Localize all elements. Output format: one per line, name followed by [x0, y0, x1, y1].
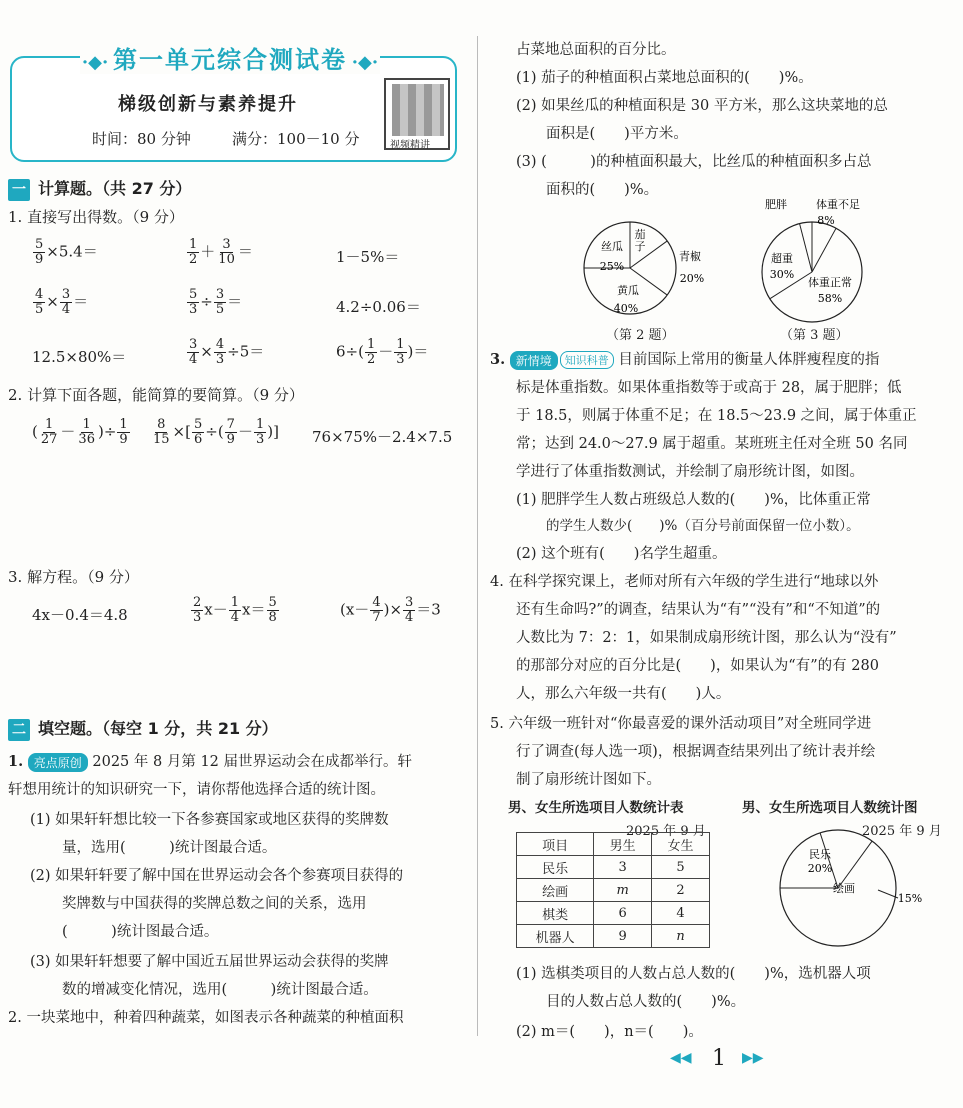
calc-r1c: 1－5%＝	[336, 248, 400, 266]
calc-r3a: 12.5×80%＝	[32, 348, 127, 366]
s2-q1-1a: (1) 如果轩轩想比较一下各参赛国家或地区获得的奖牌数	[30, 812, 389, 828]
s2-q1-2b: 奖牌数与中国获得的奖牌总数之间的关系，选用	[62, 896, 367, 912]
chart-date: 2025 年 9 月	[862, 824, 942, 839]
s2-q1-3a: (3) 如果轩轩想要了解中国近五届世界运动会获得的奖牌	[30, 954, 389, 970]
s2-q5-l2: 行了调查(每人选一项)，根据调查结果列出了统计表并绘	[516, 744, 876, 760]
cell: 2	[652, 879, 710, 902]
s2-q5-2: (2) m＝( )，n＝( )。	[516, 1024, 703, 1040]
calc-q2a: ( $\frac{1}{27}$ － $\frac{1}{36}$ )÷ $\frac{1}{9}$	[32, 417, 128, 447]
section-badge: 二	[8, 719, 30, 741]
leader-line	[878, 890, 898, 898]
s2-q1-line1: 1. 亮点原创 2025 年 8 月第 12 届世界运动会在成都举行。轩	[8, 753, 412, 770]
cell: 6	[594, 902, 652, 925]
s2-q2-3b: 面积的( )%。	[546, 182, 659, 198]
th-boys: 男生	[594, 833, 652, 856]
pie-label: 25%	[599, 260, 625, 273]
pie-label: 体重正常	[808, 276, 852, 289]
eq-b: $\frac{2}{3}$ x－ $\frac{1}{4}$ x＝ $\frac{5}{8}$	[193, 595, 277, 625]
prev-page-icon[interactable]: ◀◀	[670, 1050, 692, 1066]
calc-r3c: 6÷( $\frac{1}{2}$ － $\frac{1}{3}$ )＝	[336, 337, 429, 367]
tag-original: 亮点原创	[28, 753, 88, 772]
s2-q2-line1: 2. 一块菜地中，种着四种蔬菜，如图表示各种蔬菜的种植面积	[8, 1010, 404, 1026]
s2-q4-l5: 人，那么六年级一共有( )人。	[516, 686, 731, 702]
table-date: 2025 年 9 月	[626, 824, 706, 839]
s2-q2-1: (1) 茄子的种植面积占菜地总面积的( )%。	[516, 70, 813, 86]
s2-q5-1a: (1) 选棋类项目的人数占总人数的( )%，选机器人项	[516, 966, 871, 982]
pie-label: 30%	[769, 268, 795, 281]
pie-label: 8%	[817, 214, 835, 227]
s1-q2-title: 2. 计算下面各题，能简算的要简算。（9 分）	[8, 386, 304, 404]
pie-label: 民乐	[809, 848, 831, 861]
table-row	[517, 902, 710, 925]
cell: m	[594, 879, 652, 902]
s2-q4-l2: 还有生命吗?”的调查，结果认为“有”“没有”和“不知道”的	[516, 602, 881, 618]
eq-c: (x－ $\frac{4}{7}$ )× $\frac{3}{4}$ ＝3	[340, 595, 441, 625]
s2-q3-l3: 于 18.5，则属于体重不足；在 18.5～23.9 之间，属于体重正	[516, 408, 917, 424]
chart-title: 男、女生所选项目人数统计图	[742, 800, 918, 816]
pie-label: 子	[634, 240, 646, 253]
time-info: 时间：80 分钟	[92, 130, 191, 148]
section-1-heading: 一 计算题。（共 27 分）	[8, 176, 191, 201]
pie2-caption: （第 2 题）	[606, 328, 675, 343]
pie-label: 20%	[807, 862, 833, 875]
pie-chart-q2	[584, 222, 704, 315]
pie-label: 黄瓜	[617, 284, 639, 297]
cell: n	[652, 925, 710, 948]
cell: 棋类	[517, 902, 594, 925]
th-item: 项目	[517, 833, 594, 856]
section-2-heading: 二 填空题。（每空 1 分，共 21 分）	[8, 716, 278, 741]
calc-q2c: 76×75%－2.4×7.5	[312, 428, 453, 446]
pie-chart-q5	[770, 826, 950, 956]
calc-r3b: $\frac{3}{4}$ × $\frac{4}{3}$ ÷5＝	[189, 337, 265, 367]
s1-q3-title: 3. 解方程。（9 分）	[8, 568, 139, 586]
s2-q2-3a: (3) ( )的种植面积最大，比丝瓜的种植面积多占总	[516, 154, 872, 170]
next-page-icon[interactable]: ▶▶	[742, 1050, 764, 1066]
cell: 5	[652, 856, 710, 879]
pie-slice-boundary	[800, 224, 812, 272]
pie-charts-q2-q3	[580, 196, 900, 342]
s2-q3-l5: 学进行了体重指数测试，并绘制了扇形统计图，如图。	[516, 464, 864, 480]
pie-slice-boundary	[812, 228, 836, 272]
calc-r2a: $\frac{4}{5}$ × $\frac{3}{4}$ ＝	[35, 287, 89, 317]
s2-q1-line2: 轩想用统计的知识研究一下，请你帮他选择合适的统计图。	[8, 782, 385, 798]
cell: 民乐	[517, 856, 594, 879]
s2-q1-2c: ( )统计图最合适。	[62, 924, 219, 940]
s2-q4-l4: 的那部分对应的百分比是( )，如果认为“有”的有 280	[516, 658, 879, 674]
section-badge: 一	[8, 179, 30, 201]
pie-label: 40%	[613, 302, 639, 315]
cell: 3	[594, 856, 652, 879]
calc-r2b: $\frac{5}{3}$ ÷ $\frac{3}{5}$ ＝	[189, 287, 243, 317]
pie-label: 肥胖	[765, 198, 787, 211]
tag-new-context: 新情境	[510, 351, 558, 370]
s2-q2-line2: 占菜地总面积的百分比。	[516, 42, 676, 58]
table-row	[517, 879, 710, 902]
cell: 9	[594, 925, 652, 948]
table-title: 男、女生所选项目人数统计表	[508, 800, 684, 816]
pie-label: 58%	[817, 292, 843, 305]
pie-label: 体重不足	[816, 198, 860, 211]
tag-science: 知识科普	[560, 351, 614, 369]
s2-q3-1b: 的学生人数少( )%（百分号前面保留一位小数）。	[546, 518, 860, 534]
title-bar: ·◆· 第一单元综合测试卷 ·◆·	[80, 40, 380, 74]
s2-q3-2: (2) 这个班有( )名学生超重。	[516, 546, 727, 562]
table-row	[517, 925, 710, 948]
pie-slice-boundary	[838, 841, 872, 888]
pie-chart-q3	[762, 197, 862, 322]
eq-a: 4x－0.4＝4.8	[32, 606, 128, 624]
page-number: 1	[712, 1046, 726, 1071]
s2-q3-line1: 3. 新情境 知识科普 目前国际上常用的衡量人体胖瘦程度的指	[490, 351, 880, 368]
column-divider	[477, 36, 478, 1036]
cell: 绘画	[517, 879, 594, 902]
s2-q1-2a: (2) 如果轩轩要了解中国在世界运动会各个参赛项目获得的	[30, 868, 404, 884]
s2-q3-l2: 标是体重指数。如果体重指数等于或高于 28，属于肥胖；低	[516, 380, 902, 396]
calc-q2b: $\frac{8}{15}$ ×[ $\frac{5}{6}$ ÷( $\frac{7}{9}$ － $\frac{1}{3}$ )]	[153, 417, 279, 447]
score-info: 满分：100－10 分	[232, 130, 360, 148]
subtitle: 梯级创新与素养提升	[118, 94, 298, 115]
s2-q1-3b: 数的增减变化情况，选用( )统计图最合适。	[62, 982, 378, 998]
s2-q3-l4: 常；达到 24.0～27.9 属于超重。某班班主任对全班 50 名同	[516, 436, 908, 452]
s2-q4-l1: 4. 在科学探究课上，老师对所有六年级的学生进行“地球以外	[490, 574, 879, 590]
pie-label: 青椒	[679, 250, 701, 263]
table-header-row	[517, 833, 710, 856]
s2-q4-l3: 人数比为 7：2：1，如果制成扇形统计图，那么认为“没有”	[516, 630, 897, 646]
pie-label: 丝瓜	[601, 240, 623, 253]
s2-q5-l1: 5. 六年级一班针对“你最喜爱的课外活动项目”对全班同学进	[490, 716, 872, 732]
qr-label: 视频精讲	[390, 140, 430, 151]
stat-table	[516, 832, 710, 948]
s1-q1-title: 1. 直接写出得数。（9 分）	[8, 208, 184, 226]
calc-r1b: $\frac{1}{2}$ ＋ $\frac{3}{10}$ ＝	[189, 237, 253, 267]
th-girls: 女生	[652, 833, 710, 856]
pie-label: 绘画	[833, 882, 855, 895]
pie-label: 15%	[897, 892, 923, 905]
pie-label: 20%	[679, 272, 705, 285]
page-title: 第一单元综合测试卷	[113, 46, 347, 74]
s2-q1-1b: 量，选用( )统计图最合适。	[62, 840, 277, 856]
s2-q5-l3: 制了扇形统计图如下。	[516, 772, 661, 788]
pie-label: 超重	[771, 252, 793, 265]
table-row	[517, 856, 710, 879]
pie-label: 茄	[634, 228, 646, 241]
s2-q2-2b: 面积是( )平方米。	[546, 126, 688, 142]
s2-q3-1a: (1) 肥胖学生人数占班级总人数的( )%，比体重正常	[516, 492, 871, 508]
cell: 机器人	[517, 925, 594, 948]
calc-r2c: 4.2÷0.06＝	[336, 298, 421, 316]
cell: 4	[652, 902, 710, 925]
calc-r1a: $\frac{5}{9}$ ×5.4＝	[35, 237, 98, 267]
pie3-caption: （第 3 题）	[780, 328, 849, 343]
s2-q5-1b: 目的人数占总人数的( )%。	[546, 994, 746, 1010]
s2-q2-2a: (2) 如果丝瓜的种植面积是 30 平方米，那么这块菜地的总	[516, 98, 888, 114]
